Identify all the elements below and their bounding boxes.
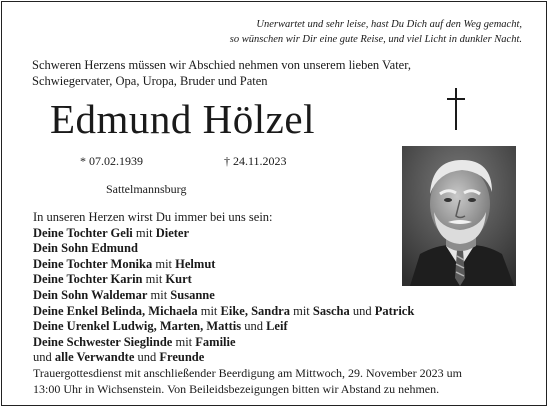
mourner-name: Leif — [266, 319, 288, 334]
service-line-2: 13:00 Uhr in Wichsenstein. Von Beileidsbezeigungen bitten wir Abstand zu nehmen. — [33, 382, 440, 396]
mourner-name: Deine Enkel Belinda, Michaela — [33, 303, 198, 318]
mourner-connector: und — [33, 350, 55, 365]
service-line-1: Trauergottesdienst mit anschließender Beerdigung am Mittwoch, 29. November 2023 um — [33, 366, 462, 380]
quote-line-2: so wünschen wir Dir eine gute Reise, und viel Licht in dunkler Nacht. — [229, 34, 522, 45]
birth-date: * 07.02.1939 — [80, 154, 143, 168]
portrait-photo — [402, 146, 516, 286]
mourner-connector: und — [349, 303, 375, 318]
mourner-name: Deine Schwester Sieglinde — [33, 334, 173, 349]
mourner-name: Freunde — [159, 350, 205, 365]
mourner-connector: mit — [132, 225, 156, 240]
mourner-name: Eike, Sandra — [220, 303, 290, 318]
mourner-name: Dein Sohn Waldemar — [33, 287, 148, 302]
mourner-row — [33, 304, 414, 320]
mourner-name: Dieter — [155, 225, 189, 240]
mourner-name: Helmut — [175, 256, 216, 271]
mourners-list — [33, 210, 414, 366]
cross-icon — [455, 88, 457, 130]
place-name: Sattelmannsburg — [106, 182, 187, 196]
death-date: † 24.11.2023 — [224, 154, 287, 168]
mourner-row — [33, 288, 414, 304]
intro-text — [32, 57, 411, 89]
mourner-row — [33, 335, 414, 351]
quote-line-1: Unerwartet und sehr leise, hast Du Dich auf den Weg gemacht, — [256, 19, 522, 30]
mourner-row — [33, 226, 414, 242]
obituary-notice — [1, 1, 547, 406]
mourner-name: Susanne — [170, 287, 215, 302]
intro-line-1: Schweren Herzens müssen wir Abschied nehmen von unserem lieben Vater, — [32, 58, 412, 72]
mourner-name: Patrick — [374, 303, 415, 318]
mourner-name: Deine Urenkel Ludwig, Marten, Mattis — [33, 319, 242, 334]
mourner-connector: mit — [289, 303, 313, 318]
mourner-connector: mit — [147, 287, 171, 302]
mourner-name: Deine Tochter Karin — [33, 272, 143, 287]
mourner-name: Deine Tochter Geli — [33, 225, 133, 240]
mourner-connector: mit — [142, 272, 166, 287]
mourner-row — [33, 257, 414, 273]
mourner-name: Dein Sohn Edmund — [33, 241, 138, 256]
mourner-row — [33, 272, 414, 288]
mourners-heading: In unseren Herzen wirst Du immer bei uns sein: — [33, 210, 273, 224]
mourner-name: Deine Tochter Monika — [33, 256, 153, 271]
mourner-connector: mit — [197, 303, 221, 318]
mourner-row — [33, 319, 414, 335]
mourner-name: Familie — [195, 334, 236, 349]
mourner-connector: mit — [172, 334, 196, 349]
mourners-rows — [33, 226, 414, 366]
mourner-name: Kurt — [165, 272, 192, 287]
mourner-name: Sascha — [312, 303, 350, 318]
quote-verse — [230, 17, 522, 47]
mourner-connector: und — [134, 350, 160, 365]
intro-line-2: Schwiegervater, Opa, Uropa, Bruder und Paten — [32, 74, 268, 88]
portrait-image — [402, 146, 516, 286]
deceased-name: Edmund Hölzel — [50, 96, 315, 142]
mourner-connector: und — [241, 319, 267, 334]
mourner-row — [33, 241, 414, 257]
mourner-row — [33, 350, 414, 366]
service-info — [33, 365, 462, 397]
mourner-connector: mit — [152, 256, 176, 271]
mourner-name: alle Verwandte — [54, 350, 135, 365]
